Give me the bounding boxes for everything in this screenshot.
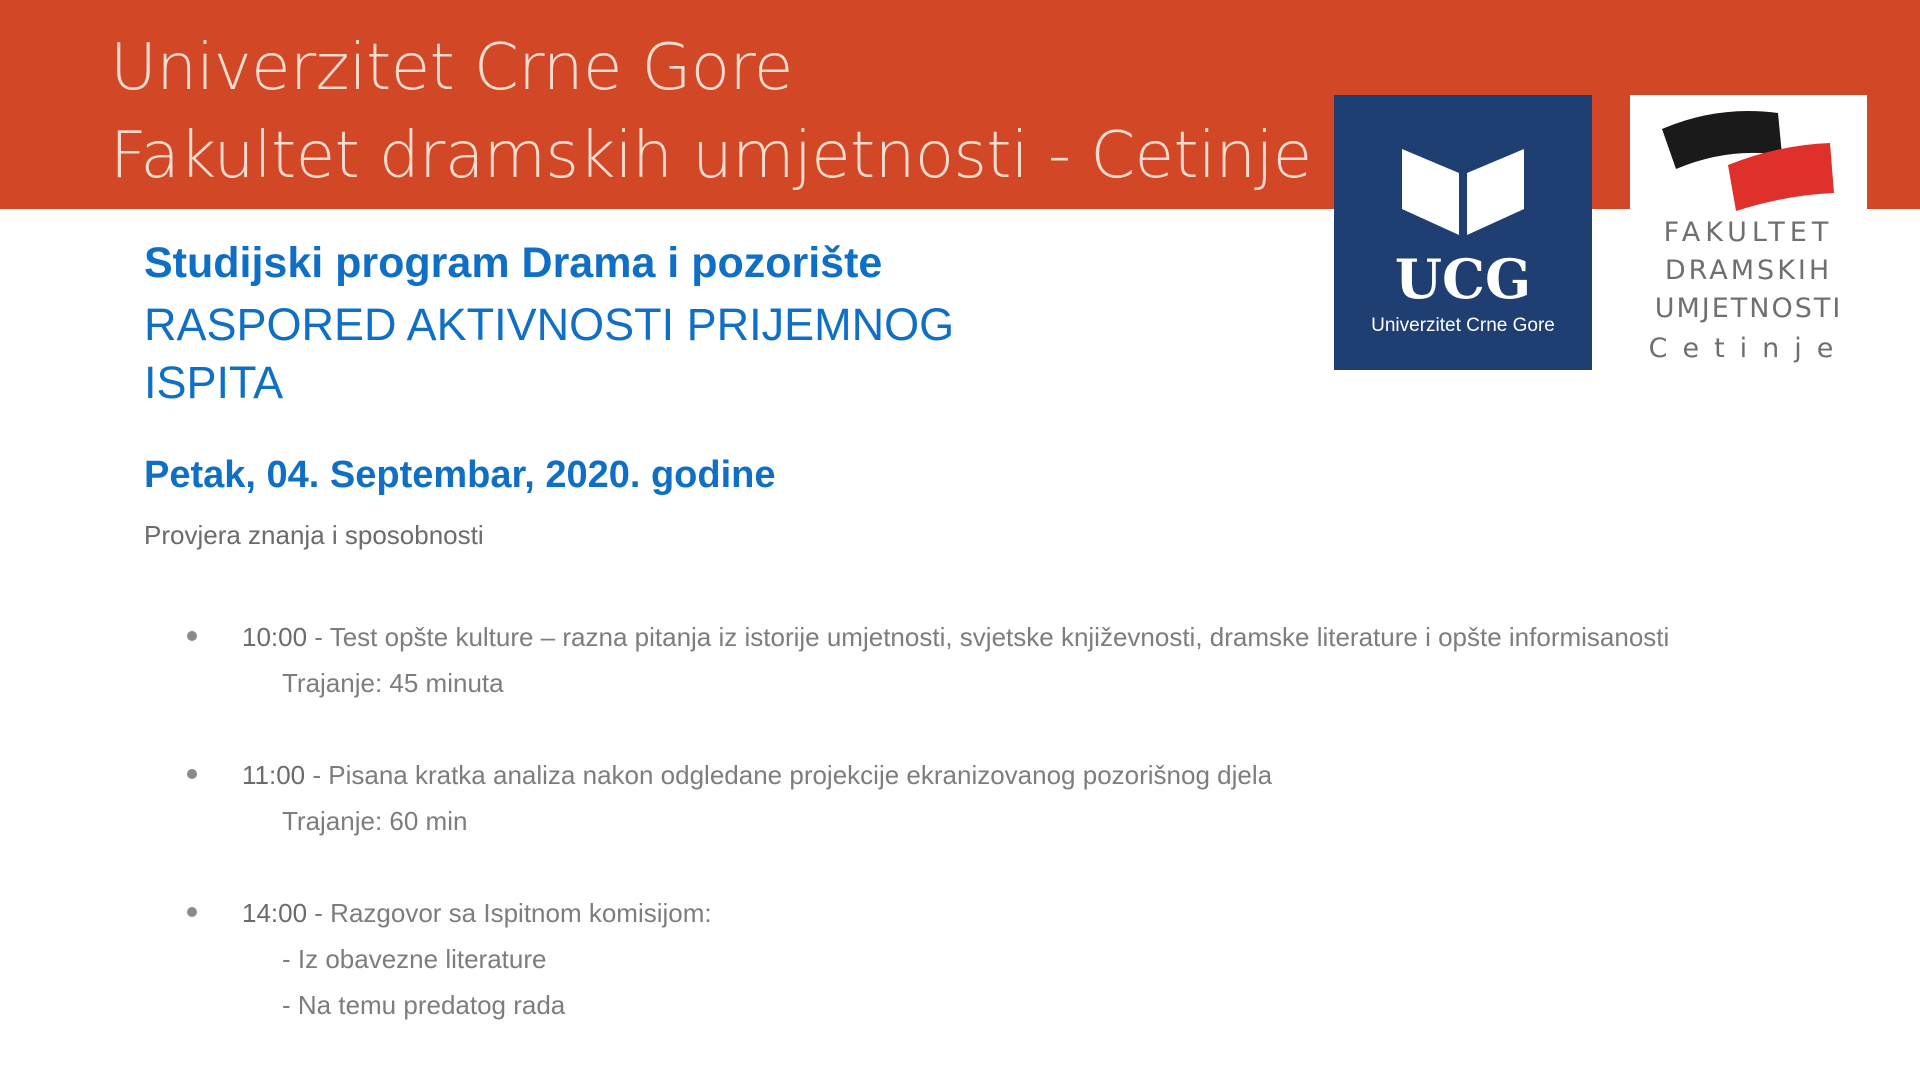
schedule-detail: Trajanje: 60 min bbox=[282, 806, 468, 836]
faculty-name: Fakultet dramskih umjetnosti - Cetinje bbox=[110, 119, 1312, 193]
fdu-text-line3: UMJETNOSTI bbox=[1654, 293, 1843, 324]
schedule-item bbox=[242, 622, 1669, 653]
bullet-icon bbox=[187, 907, 197, 917]
bullet-icon bbox=[187, 631, 197, 641]
schedule-item bbox=[242, 898, 712, 929]
lead-text: Provjera znanja i sposobnosti bbox=[144, 520, 484, 550]
schedule-text: - Test opšte kulture – razna pitanja iz istorije umjetnosti, svjetske književnosti, dramske literature i opšte informisanosti bbox=[307, 622, 1670, 652]
program-title: Studijski program Drama i pozorište bbox=[144, 239, 883, 287]
university-name: Univerzitet Crne Gore bbox=[110, 31, 793, 105]
fdu-mark-icon bbox=[1658, 99, 1838, 215]
schedule-text: - Razgovor sa Ispitnom komisijom: bbox=[307, 898, 712, 928]
schedule-subtitle: RASPORED AKTIVNOSTI PRIJEMNOG ISPITA bbox=[144, 299, 955, 408]
fdu-text-line2: DRAMSKIH bbox=[1664, 255, 1833, 286]
schedule-item bbox=[242, 760, 1272, 791]
bullet-icon bbox=[187, 769, 197, 779]
schedule-time: 11:00 bbox=[242, 760, 306, 790]
ucg-letters: UCG bbox=[1394, 247, 1532, 311]
schedule-detail: Trajanje: 45 minuta bbox=[282, 668, 504, 698]
schedule-text: - Pisana kratka analiza nakon odgledane projekcije ekranizovanog pozorišnog djela bbox=[305, 760, 1273, 790]
schedule-detail: - Na temu predatog rada bbox=[282, 990, 566, 1020]
fdu-logo bbox=[1630, 95, 1867, 395]
schedule-time: 14:00 bbox=[242, 898, 308, 928]
schedule-detail: - Iz obavezne literature bbox=[282, 944, 547, 974]
exam-date: Petak, 04. Septembar, 2020. godine bbox=[144, 454, 776, 496]
fdu-text-line1: FAKULTET bbox=[1663, 217, 1834, 248]
ucg-logo bbox=[1334, 95, 1592, 370]
ucg-caption: Univerzitet Crne Gore bbox=[1371, 315, 1555, 336]
fdu-text-line4: Cetinje bbox=[1648, 333, 1849, 364]
schedule-time: 10:00 bbox=[242, 622, 308, 652]
book-icon bbox=[1400, 145, 1526, 237]
